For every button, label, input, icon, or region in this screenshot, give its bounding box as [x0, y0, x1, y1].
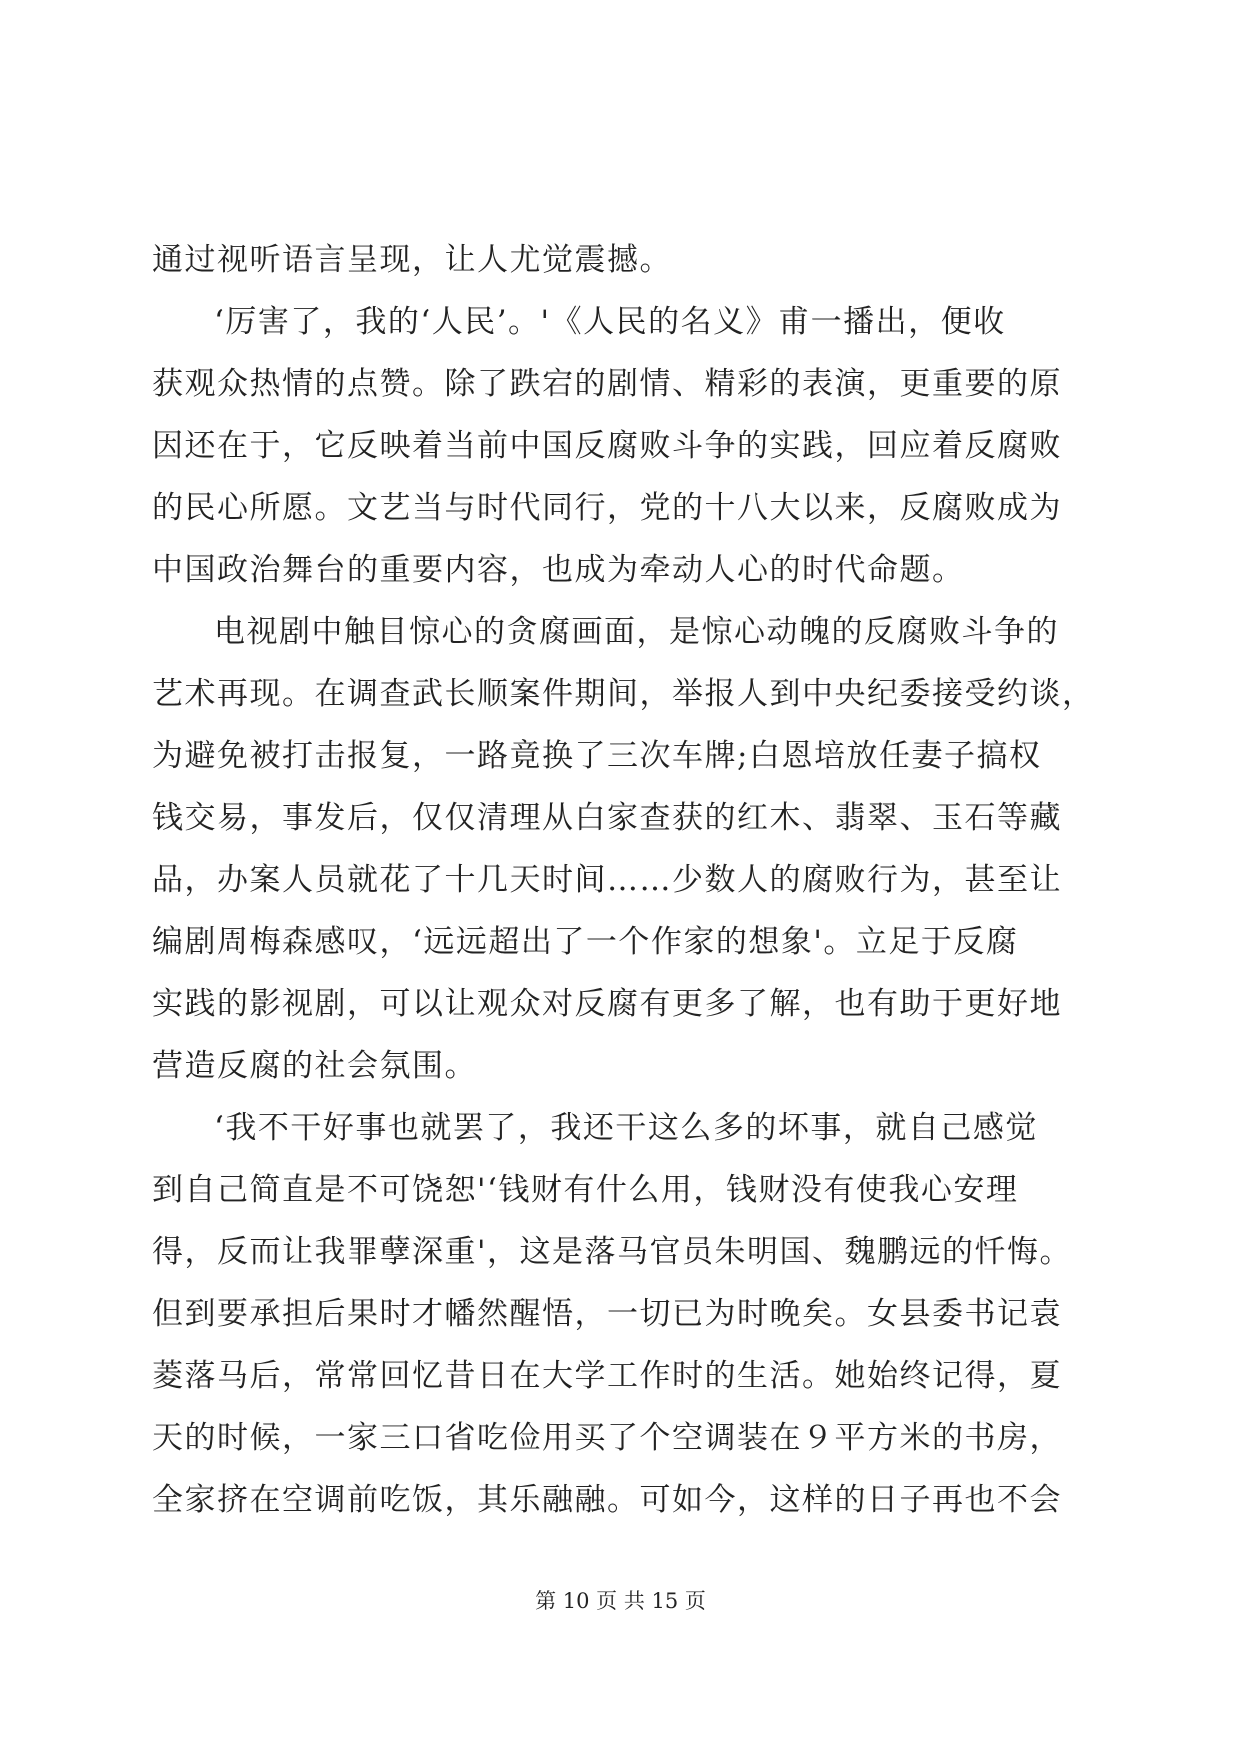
text-line-1: 通过视听语言呈现，让人尤觉震撼。: [152, 242, 672, 278]
text-line-11: 品，办案人员就花了十几天时间……少数人的腐败行为，甚至让: [152, 862, 1062, 898]
text-line-15: ‘我不干好事也就罢了，我还干这么多的坏事，就自己感觉: [214, 1110, 1038, 1146]
text-line-6: 中国政治舞台的重要内容，也成为牵动人心的时代命题。: [152, 552, 965, 588]
text-line-10: 钱交易，事发后，仅仅清理从白家查获的红木、翡翠、玉石等藏: [152, 800, 1062, 836]
text-line-12: 编剧周梅森感叹，‘远远超出了一个作家的想象'。立足于反腐: [152, 924, 1019, 960]
text-line-17: 得，反而让我罪孽深重'，这是落马官员朱明国、魏鹏远的忏悔。: [152, 1234, 1073, 1270]
text-line-16: 到自己简直是不可饶恕'‘钱财有什么用，钱财没有使我心安理: [152, 1172, 1019, 1208]
text-line-18: 但到要承担后果时才幡然醒悟，一切已为时晚矣。女县委书记袁: [152, 1296, 1062, 1332]
text-line-4: 因还在于，它反映着当前中国反腐败斗争的实践，回应着反腐败: [152, 428, 1062, 464]
text-line-8: 艺术再现。在调查武长顺案件期间，举报人到中央纪委接受约谈，: [152, 676, 1095, 712]
text-line-2: ‘厉害了，我的‘人民’。'《人民的名义》甫一播出，便收: [214, 304, 1006, 340]
text-line-13: 实践的影视剧，可以让观众对反腐有更多了解，也有助于更好地: [152, 986, 1062, 1022]
text-line-3: 获观众热情的点赞。除了跌宕的剧情、精彩的表演，更重要的原: [152, 366, 1062, 402]
text-line-5: 的民心所愿。文艺当与时代同行，党的十八大以来，反腐败成为: [152, 490, 1062, 526]
text-line-21: 全家挤在空调前吃饭，其乐融融。可如今，这样的日子再也不会: [152, 1482, 1062, 1518]
text-line-20: 天的时候，一家三口省吃俭用买了个空调装在９平方米的书房，: [152, 1420, 1062, 1456]
text-line-19: 菱落马后，常常回忆昔日在大学工作时的生活。她始终记得，夏: [152, 1358, 1062, 1394]
text-line-14: 营造反腐的社会氛围。: [152, 1048, 477, 1084]
text-line-9: 为避免被打击报复，一路竟换了三次车牌;白恩培放任妻子搞权: [152, 738, 1042, 774]
page-footer: [0, 1586, 1241, 1616]
text-line-7: 电视剧中触目惊心的贪腐画面，是惊心动魄的反腐败斗争的: [214, 614, 1059, 650]
page-number-label: 第 10 页 共 15 页: [535, 1589, 706, 1613]
